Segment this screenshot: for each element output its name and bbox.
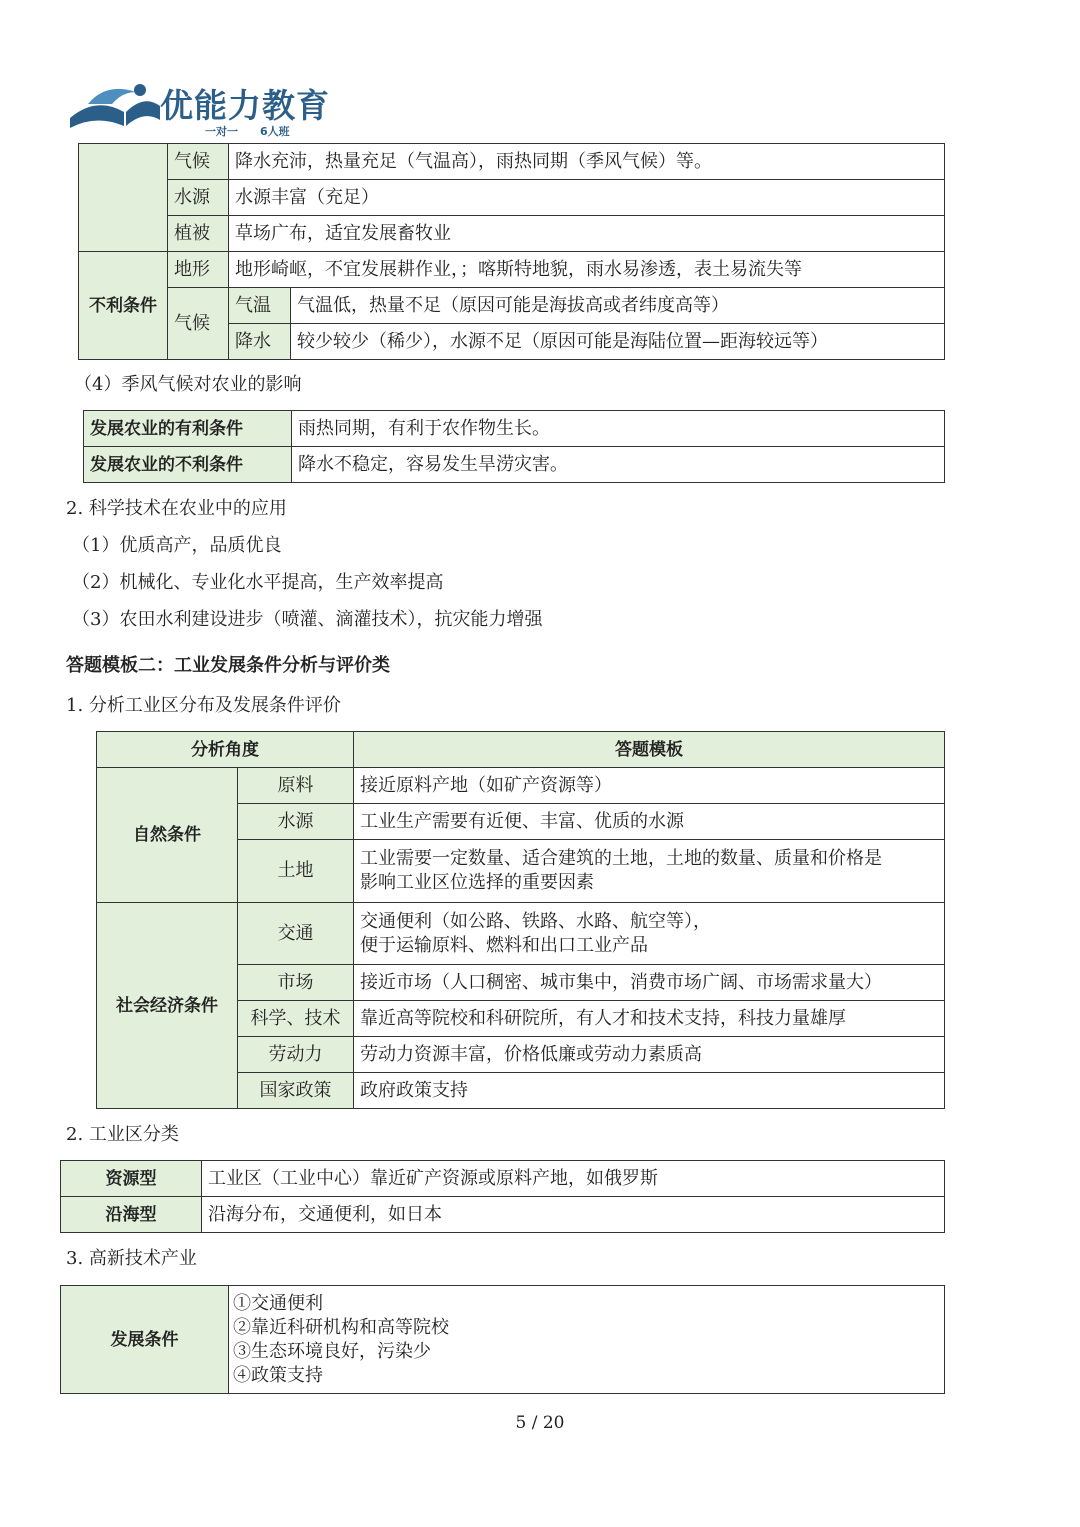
type-text: 工业区（工业中心）靠近矿产资源或原料产地，如俄罗斯: [202, 1161, 945, 1197]
factor-text-line: 交通便利（如公路、铁路、水路、航空等），: [360, 910, 711, 932]
industry-types-table: [60, 1160, 945, 1233]
header-angle: 分析角度: [97, 732, 354, 768]
factor-text-line: 工业需要一定数量、适合建筑的土地，土地的数量、质量和价格是: [360, 848, 882, 869]
monsoon-title: （4）季风气候对农业的影响: [74, 374, 302, 395]
logo-subtitle: 一对一 6人班: [205, 125, 290, 138]
temp-text: 气温低，热量不足（原因可能是海拔高或者纬度高等）: [291, 288, 945, 324]
row-text: 水源丰富（充足）: [229, 180, 945, 216]
industry-sub2: 2. 工业区分类: [66, 1124, 179, 1145]
terrain-text: 地形崎岖，不宜发展耕作业，；喀斯特地貌，雨水易渗透，表土易流失等: [229, 252, 945, 288]
factor-text: 靠近高等院校和科研院所，有人才和技术支持，科技力量雄厚: [354, 1001, 945, 1037]
header-template: 答题模板: [354, 732, 945, 768]
industry-sub1: 1. 分析工业区分布及发展条件评价: [66, 695, 341, 716]
industry-conditions-table: [96, 731, 945, 1109]
row-label: 水源: [168, 180, 229, 216]
factor-label: 劳动力: [238, 1037, 354, 1073]
factor-label: 原料: [238, 768, 354, 804]
factor-label: 水源: [238, 804, 354, 840]
hightech-item: ②靠近科研机构和高等院校: [233, 1316, 449, 1338]
hightech-items: [229, 1286, 945, 1394]
template2-heading: 答题模板二：工业发展条件分析与评价类: [66, 655, 390, 676]
monsoon-favorable-text: 雨热同期，有利于农作物生长。: [292, 411, 945, 447]
factor-text-line: 影响工业区位选择的重要因素: [360, 872, 594, 893]
hightech-label: 发展条件: [61, 1286, 229, 1394]
monsoon-table: [83, 410, 945, 483]
science-item: （1）优质高产，品质优良: [72, 535, 282, 556]
hightech-item: ③生态环境良好，污染少: [233, 1340, 431, 1362]
favorable-group-cell: [79, 144, 168, 252]
row-label: 气候: [168, 144, 229, 180]
row-label: 植被: [168, 216, 229, 252]
factor-text: 接近原料产地（如矿产资源等）: [354, 768, 945, 804]
factor-label: 交通: [238, 903, 354, 965]
hightech-table: [60, 1285, 945, 1394]
logo-name: 优能力教育: [160, 86, 330, 125]
science-title: 2. 科学技术在农业中的应用: [66, 498, 287, 519]
factor-text-line: 便于运输原料、燃料和出口工业产品: [360, 934, 648, 956]
monsoon-favorable-label: 发展农业的有利条件: [84, 411, 292, 447]
factor-text: 政府政策支持: [354, 1073, 945, 1109]
monsoon-unfavorable-text: 降水不稳定，容易发生旱涝灾害。: [292, 447, 945, 483]
rain-label: 降水: [229, 324, 291, 360]
natural-group-cell: 自然条件: [97, 768, 238, 903]
factor-text: 工业生产需要有近便、丰富、优质的水源: [354, 804, 945, 840]
page-number: 5 / 20: [515, 1413, 565, 1433]
factor-text-multiline: [354, 903, 945, 965]
terrain-label: 地形: [168, 252, 229, 288]
factor-label: 土地: [238, 840, 354, 903]
hightech-item: ④政策支持: [233, 1364, 323, 1386]
factor-label: 国家政策: [238, 1073, 354, 1109]
industry-sub3: 3. 高新技术产业: [66, 1248, 197, 1269]
factor-label: 市场: [238, 965, 354, 1001]
science-item: （2）机械化、专业化水平提高，生产效率提高: [72, 572, 444, 593]
factor-text: 接近市场（人口稠密、城市集中，消费市场广阔、市场需求量大）: [354, 965, 945, 1001]
type-label: 资源型: [61, 1161, 202, 1197]
factor-label: 科学、技术: [238, 1001, 354, 1037]
factor-text: 劳动力资源丰富，价格低廉或劳动力素质高: [354, 1037, 945, 1073]
row-text: 草场广布，适宜发展畜牧业: [229, 216, 945, 252]
climate-label: 气候: [168, 288, 229, 360]
hightech-item: ①交通便利: [233, 1292, 323, 1314]
rain-text: 较少较少（稀少），水源不足（原因可能是海陆位置—距海较远等）: [291, 324, 945, 360]
monsoon-unfavorable-label: 发展农业的不利条件: [84, 447, 292, 483]
unfavorable-group-cell: 不利条件: [79, 252, 168, 360]
factor-text-multiline: [354, 840, 945, 903]
row-text: 降水充沛，热量充足（气温高），雨热同期（季风气候）等。: [229, 144, 945, 180]
type-label: 沿海型: [61, 1197, 202, 1233]
social-group-cell: 社会经济条件: [97, 903, 238, 1109]
agriculture-conditions-table: [78, 143, 945, 360]
science-item: （3）农田水利建设进步（喷灌、滴灌技术），抗灾能力增强: [72, 609, 543, 630]
type-text: 沿海分布，交通便利，如日本: [202, 1197, 945, 1233]
temp-label: 气温: [229, 288, 291, 324]
